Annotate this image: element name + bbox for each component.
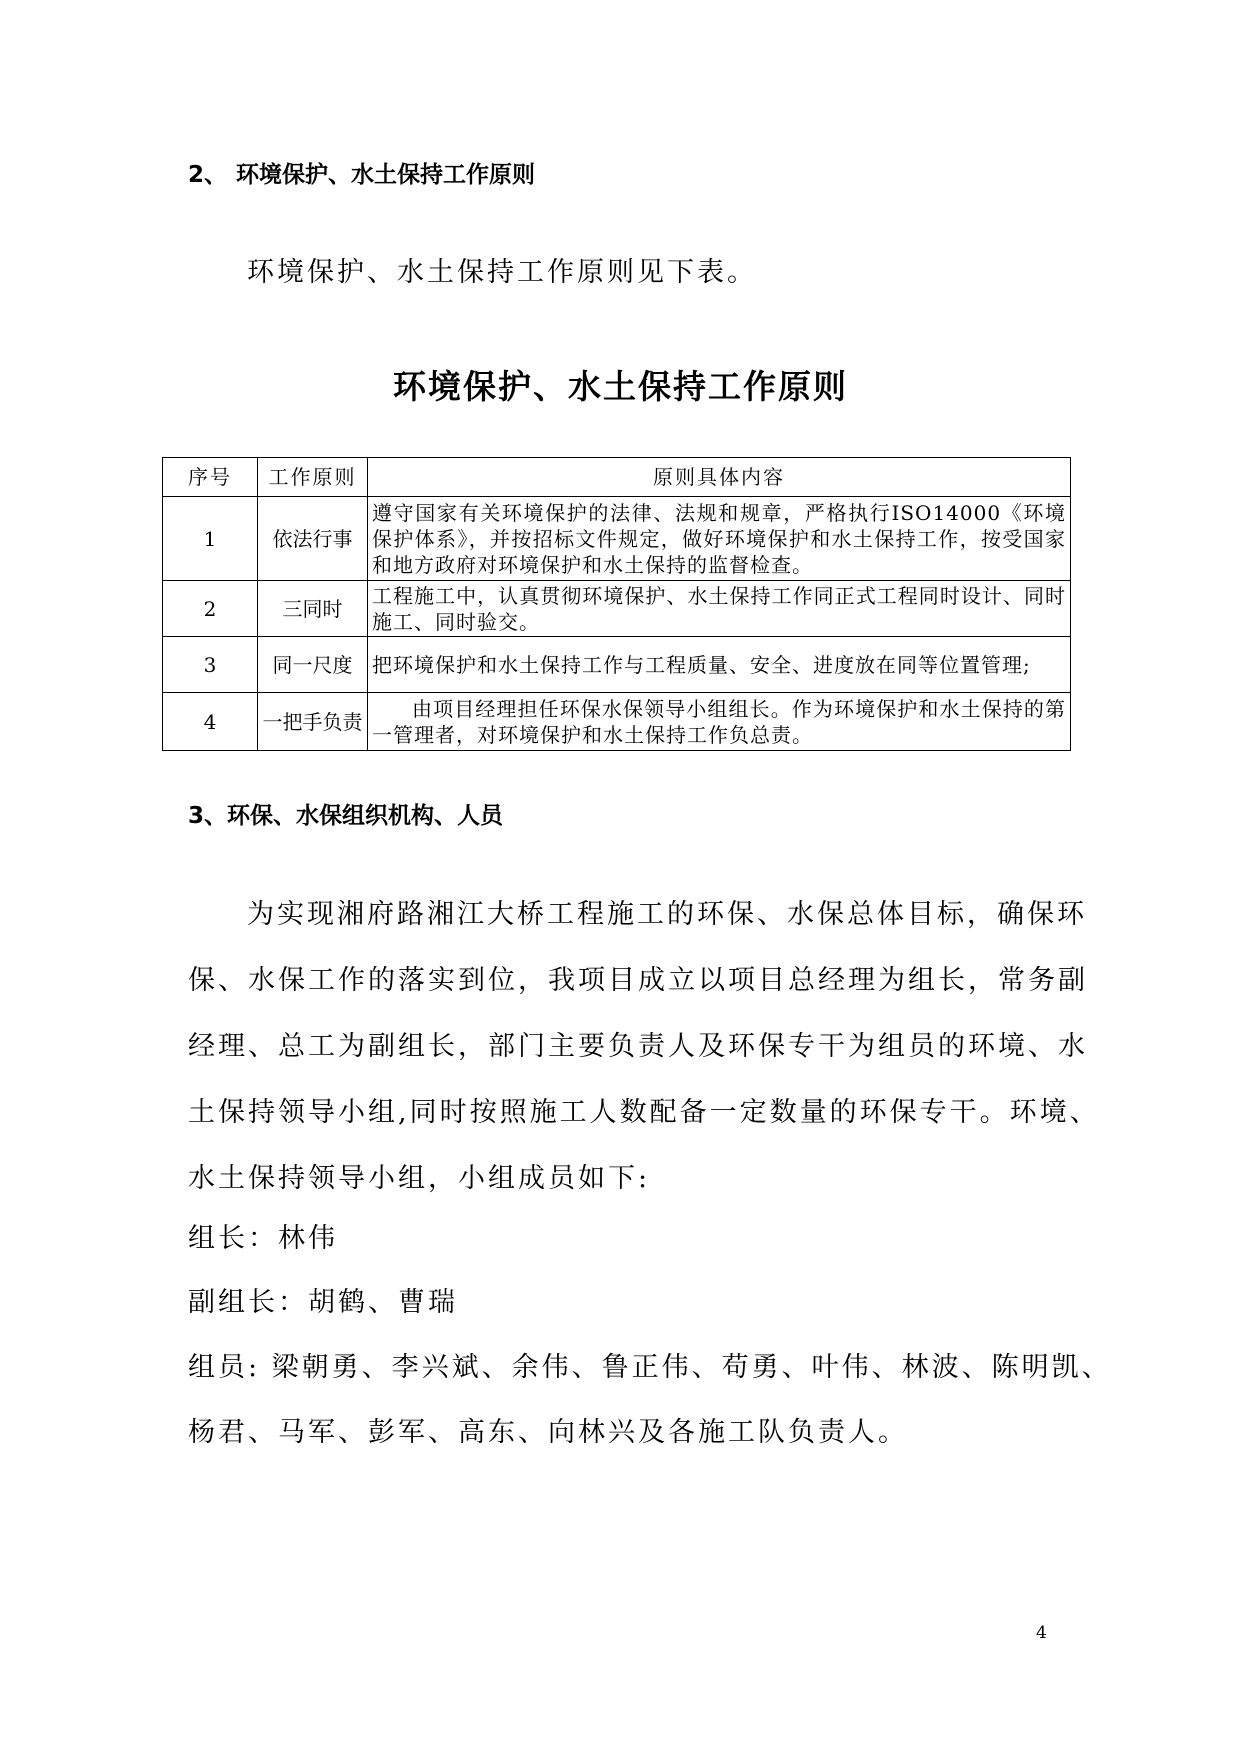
- org-paragraph-line: 土保持领导小组,同时按照施工人数配备一定数量的环保专干。环境、: [188, 1097, 1100, 1128]
- row-number: 1: [163, 497, 258, 581]
- team-deputy: 副组长：胡鹤、曹瑞: [188, 1287, 458, 1318]
- header-number: 序号: [163, 458, 258, 497]
- header-content: 原则具体内容: [368, 458, 1071, 497]
- row-principle: 同一尺度: [258, 637, 368, 693]
- org-paragraph-line: 为实现湘府路湘江大桥工程施工的环保、水保总体目标，确保环: [247, 899, 1087, 930]
- row-principle: 依法行事: [258, 497, 368, 581]
- section-2-number: 2、: [188, 162, 228, 188]
- section-2-heading: [188, 160, 535, 190]
- row-number: 3: [163, 637, 258, 693]
- org-paragraph-line: 水土保持领导小组，小组成员如下:: [188, 1163, 651, 1194]
- row-principle: 三同时: [258, 581, 368, 637]
- section-2-title: 环境保护、水土保持工作原则: [236, 162, 535, 188]
- row-principle: 一把手负责: [258, 693, 368, 751]
- org-paragraph-line: 保、水保工作的落实到位，我项目成立以项目总经理为组长，常务副: [188, 965, 1088, 996]
- team-members-line: 组员: 梁朝勇、李兴斌、余伟、鲁正伟、苟勇、叶伟、林波、陈明凯、: [188, 1352, 1112, 1383]
- page-number: 4: [1036, 1623, 1047, 1643]
- table-title: 环境保护、水土保持工作原则: [393, 367, 848, 406]
- section-3-heading: 3、环保、水保组织机构、人员: [188, 803, 504, 829]
- row-number: 4: [163, 693, 258, 751]
- row-content: 工程施工中，认真贯彻环境保护、水土保持工作同正式工程同时设计、同时施工、同时验交。: [368, 581, 1071, 637]
- table-row: [163, 693, 1071, 751]
- table-row: [163, 581, 1071, 637]
- principles-table: [162, 457, 1071, 751]
- row-content: 遵守国家有关环境保护的法律、法规和规章，严格执行ISO14000《环境保护体系》，并按招标文件规定，做好环境保护和水土保持工作，按受国家和地方政府对环境保护和水土保持的监督检查。: [368, 497, 1071, 581]
- team-leader: 组长：林伟: [188, 1223, 338, 1254]
- table-row: [163, 497, 1071, 581]
- org-paragraph-line: 经理、总工为副组长，部门主要负责人及环保专干为组员的环境、水: [188, 1031, 1088, 1062]
- header-principle: 工作原则: [258, 458, 368, 497]
- table-row: [163, 637, 1071, 693]
- intro-text: 环境保护、水土保持工作原则见下表。: [247, 257, 757, 288]
- table-header-row: [163, 458, 1071, 497]
- row-content: 把环境保护和水土保持工作与工程质量、安全、进度放在同等位置管理;: [368, 637, 1071, 693]
- row-number: 2: [163, 581, 258, 637]
- row-content: 由项目经理担任环保水保领导小组组长。作为环境保护和水土保持的第一管理者，对环境保护和水土保持工作负总责。: [368, 693, 1071, 751]
- team-members-line: 杨君、马军、彭军、高东、向林兴及各施工队负责人。: [188, 1417, 908, 1448]
